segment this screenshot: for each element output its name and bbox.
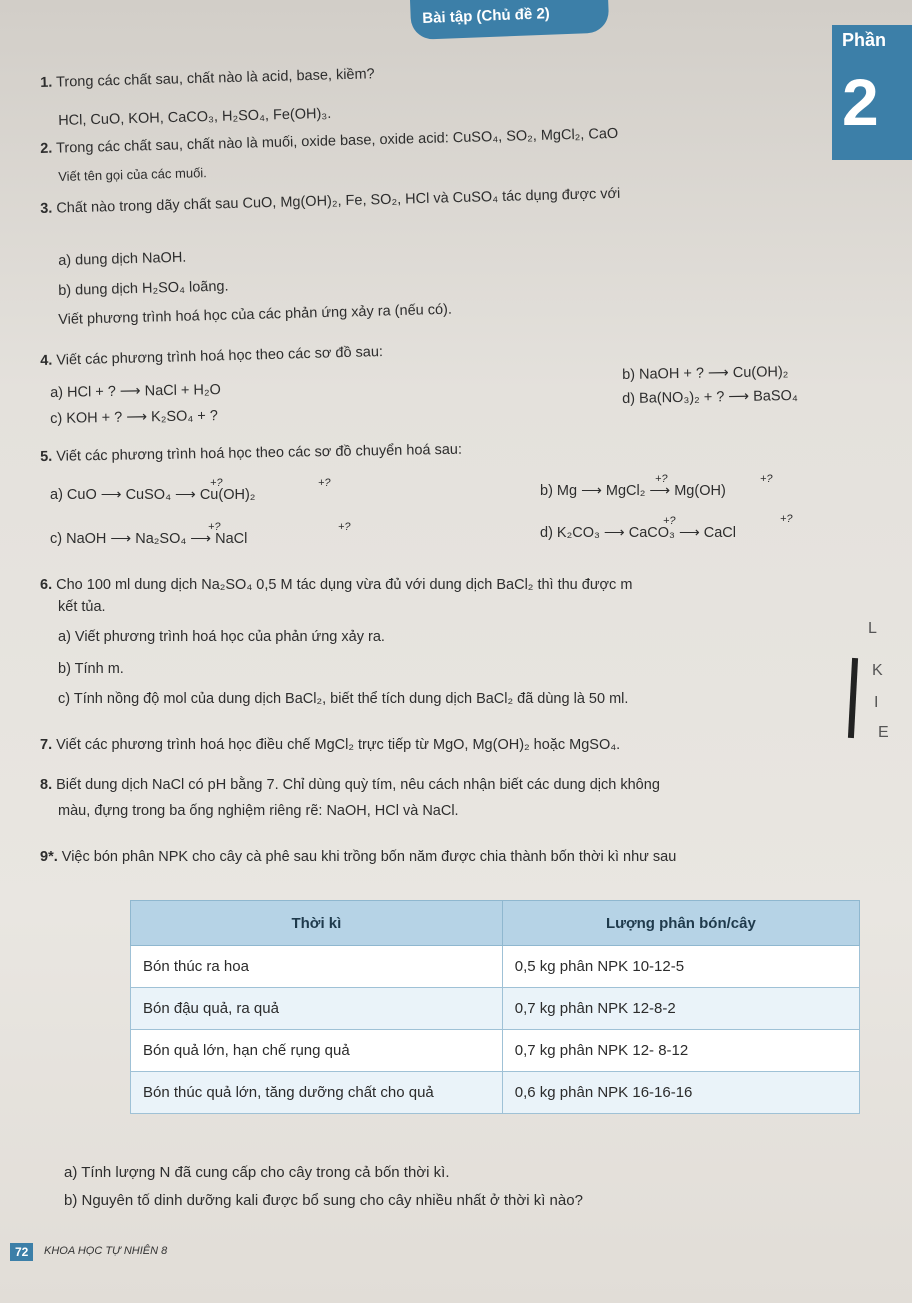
margin-letter: K bbox=[872, 662, 883, 679]
section-tab-number: 2 bbox=[842, 65, 879, 139]
column-header-fertilizer: Lượng phân bón/cây bbox=[502, 901, 859, 946]
exercise-number: 7. bbox=[40, 737, 53, 753]
exercise-text: Viết các phương trình hoá học theo các sơ đồ sau: bbox=[56, 344, 384, 369]
exercise-3-c: Viết phương trình hoá học của các phản ứng xảy ra (nếu có). bbox=[58, 301, 453, 328]
arrow-reagent-label: +? bbox=[318, 477, 331, 489]
pen-shadow bbox=[848, 658, 858, 738]
exercise-7 bbox=[40, 736, 620, 754]
exercise-8 bbox=[40, 776, 660, 794]
exercise-5-b: b) Mg ⟶ MgCl₂ ⟶ Mg(OH) bbox=[540, 483, 726, 499]
table-cell-fertilizer: 0,5 kg phân NPK 10-12-5 bbox=[502, 946, 859, 988]
column-header-period: Thời kì bbox=[131, 901, 503, 946]
table-row bbox=[131, 1030, 860, 1072]
table-header-row bbox=[131, 901, 860, 946]
exercise-number: 4. bbox=[40, 352, 53, 369]
table-cell-fertilizer: 0,7 kg phân NPK 12- 8-12 bbox=[502, 1030, 859, 1072]
exercise-4-b: b) NaOH + ? ⟶ Cu(OH)₂ bbox=[622, 364, 789, 383]
exercise-text: Viết các phương trình hoá học điều chế MgCl₂ trực tiếp từ MgO, Mg(OH)₂ hoặc MgSO₄. bbox=[56, 737, 621, 753]
exercise-number: 1. bbox=[40, 74, 53, 91]
arrow-reagent-label: +? bbox=[208, 521, 221, 533]
arrow-reagent-label: +? bbox=[338, 521, 351, 533]
exercise-6-c: c) Tính nồng độ mol của dung dịch BaCl₂, biết thể tích dung dịch BaCl₂ đã dùng là 50 ml. bbox=[58, 691, 629, 707]
arrow-reagent-label: +? bbox=[210, 477, 223, 489]
exercise-number: 5. bbox=[40, 448, 53, 465]
exercise-2 bbox=[40, 125, 618, 158]
exercise-text: Chất nào trong dãy chất sau CuO, Mg(OH)₂, Fe, SO₂, HCl và CuSO₄ tác dụng được với bbox=[56, 185, 621, 217]
exercise-4 bbox=[40, 343, 383, 370]
table-cell-period: Bón đậu quả, ra quả bbox=[131, 988, 503, 1030]
exercise-9-a: a) Tính lượng N đã cung cấp cho cây trong cả bốn thời kì. bbox=[64, 1164, 450, 1181]
exercise-2-sub: Viết tên gọi của các muối. bbox=[58, 165, 207, 184]
margin-letter: I bbox=[874, 694, 879, 711]
table-cell-period: Bón thúc ra hoa bbox=[131, 946, 503, 988]
exercise-text: Việc bón phân NPK cho cây cà phê sau khi trồng bốn năm được chia thành bốn thời kì như sau bbox=[61, 849, 677, 865]
exercise-3-a: a) dung dịch NaOH. bbox=[58, 249, 187, 269]
table-cell-fertilizer: 0,7 kg phân NPK 12-8-2 bbox=[502, 988, 859, 1030]
table-row bbox=[131, 946, 860, 988]
exercise-text: Trong các chất sau, chất nào là muối, oxide base, oxide acid: CuSO₄, SO₂, MgCl₂, CaO bbox=[55, 125, 619, 157]
arrow-reagent-label: +? bbox=[780, 513, 793, 525]
book-title: KHOA HỌC TỰ NHIÊN 8 bbox=[44, 1245, 168, 1257]
table-row bbox=[131, 988, 860, 1030]
exercise-4-a: a) HCl + ? ⟶ NaCl + H₂O bbox=[50, 382, 221, 401]
arrow-reagent-label: +? bbox=[655, 473, 668, 485]
exercise-8-line2: màu, đựng trong ba ống nghiệm riêng rẽ: NaOH, HCl và NaCl. bbox=[58, 803, 459, 819]
table-cell-period: Bón thúc quả lớn, tăng dưỡng chất cho quả bbox=[131, 1072, 503, 1114]
exercise-number: 2. bbox=[40, 140, 53, 157]
exercise-1 bbox=[40, 65, 375, 92]
exercise-6-line2: kết tủa. bbox=[58, 599, 106, 615]
exercise-5-c: c) NaOH ⟶ Na₂SO₄ ⟶ NaCl bbox=[50, 531, 248, 547]
margin-letter: E bbox=[878, 724, 889, 741]
exercise-6 bbox=[40, 576, 632, 594]
exercise-5-d: d) K₂CO₃ ⟶ CaCO₃ ⟶ CaCl bbox=[540, 525, 736, 541]
table-row bbox=[131, 1072, 860, 1114]
page-number: 72 bbox=[10, 1243, 33, 1261]
exercise-1-list: HCl, CuO, KOH, CaCO₃, H₂SO₄, Fe(OH)₃. bbox=[58, 105, 332, 129]
exercise-5 bbox=[40, 441, 462, 466]
section-tab-label: Phần bbox=[842, 30, 887, 50]
arrow-reagent-label: +? bbox=[663, 515, 676, 527]
exercise-9-b: b) Nguyên tố dinh dưỡng kali được bổ sung cho cây nhiều nhất ở thời kì nào? bbox=[64, 1192, 583, 1209]
arrow-reagent-label: +? bbox=[760, 473, 773, 485]
exercise-text: Biết dung dịch NaCl có pH bằng 7. Chỉ dùng quỳ tím, nêu cách nhận biết các dung dịch không bbox=[56, 777, 660, 793]
exercise-3 bbox=[40, 185, 620, 218]
exercise-number: 9*. bbox=[40, 849, 58, 865]
exercise-number: 3. bbox=[40, 200, 53, 217]
exercise-6-b: b) Tính m. bbox=[58, 661, 124, 677]
exercise-text: Trong các chất sau, chất nào là acid, base, kiềm? bbox=[55, 66, 375, 91]
exercise-9 bbox=[40, 848, 676, 866]
exercise-number: 6. bbox=[40, 577, 53, 593]
exercise-text: Cho 100 ml dung dịch Na₂SO₄ 0,5 M tác dụng vừa đủ với dung dịch BaCl₂ thì thu được m bbox=[56, 577, 633, 593]
exercise-4-d: d) Ba(NO₃)₂ + ? ⟶ BaSO₄ bbox=[622, 387, 798, 407]
exercise-6-a: a) Viết phương trình hoá học của phản ứng xảy ra. bbox=[58, 629, 385, 645]
page-title: Bài tập (Chủ đề 2) bbox=[422, 5, 551, 27]
table-cell-period: Bón quả lớn, hạn chế rụng quả bbox=[131, 1030, 503, 1072]
exercise-3-b: b) dung dịch H₂SO₄ loãng. bbox=[58, 278, 229, 299]
exercise-number: 8. bbox=[40, 777, 53, 793]
exercise-4-c: c) KOH + ? ⟶ K₂SO₄ + ? bbox=[50, 408, 219, 427]
npk-schedule-table bbox=[130, 900, 860, 1114]
exercise-text: Viết các phương trình hoá học theo các sơ đồ chuyển hoá sau: bbox=[56, 441, 463, 465]
exercise-5-a: a) CuO ⟶ CuSO₄ ⟶ Cu(OH)₂ bbox=[50, 487, 256, 503]
table-cell-fertilizer: 0,6 kg phân NPK 16-16-16 bbox=[502, 1072, 859, 1114]
margin-letter: L bbox=[868, 620, 877, 637]
